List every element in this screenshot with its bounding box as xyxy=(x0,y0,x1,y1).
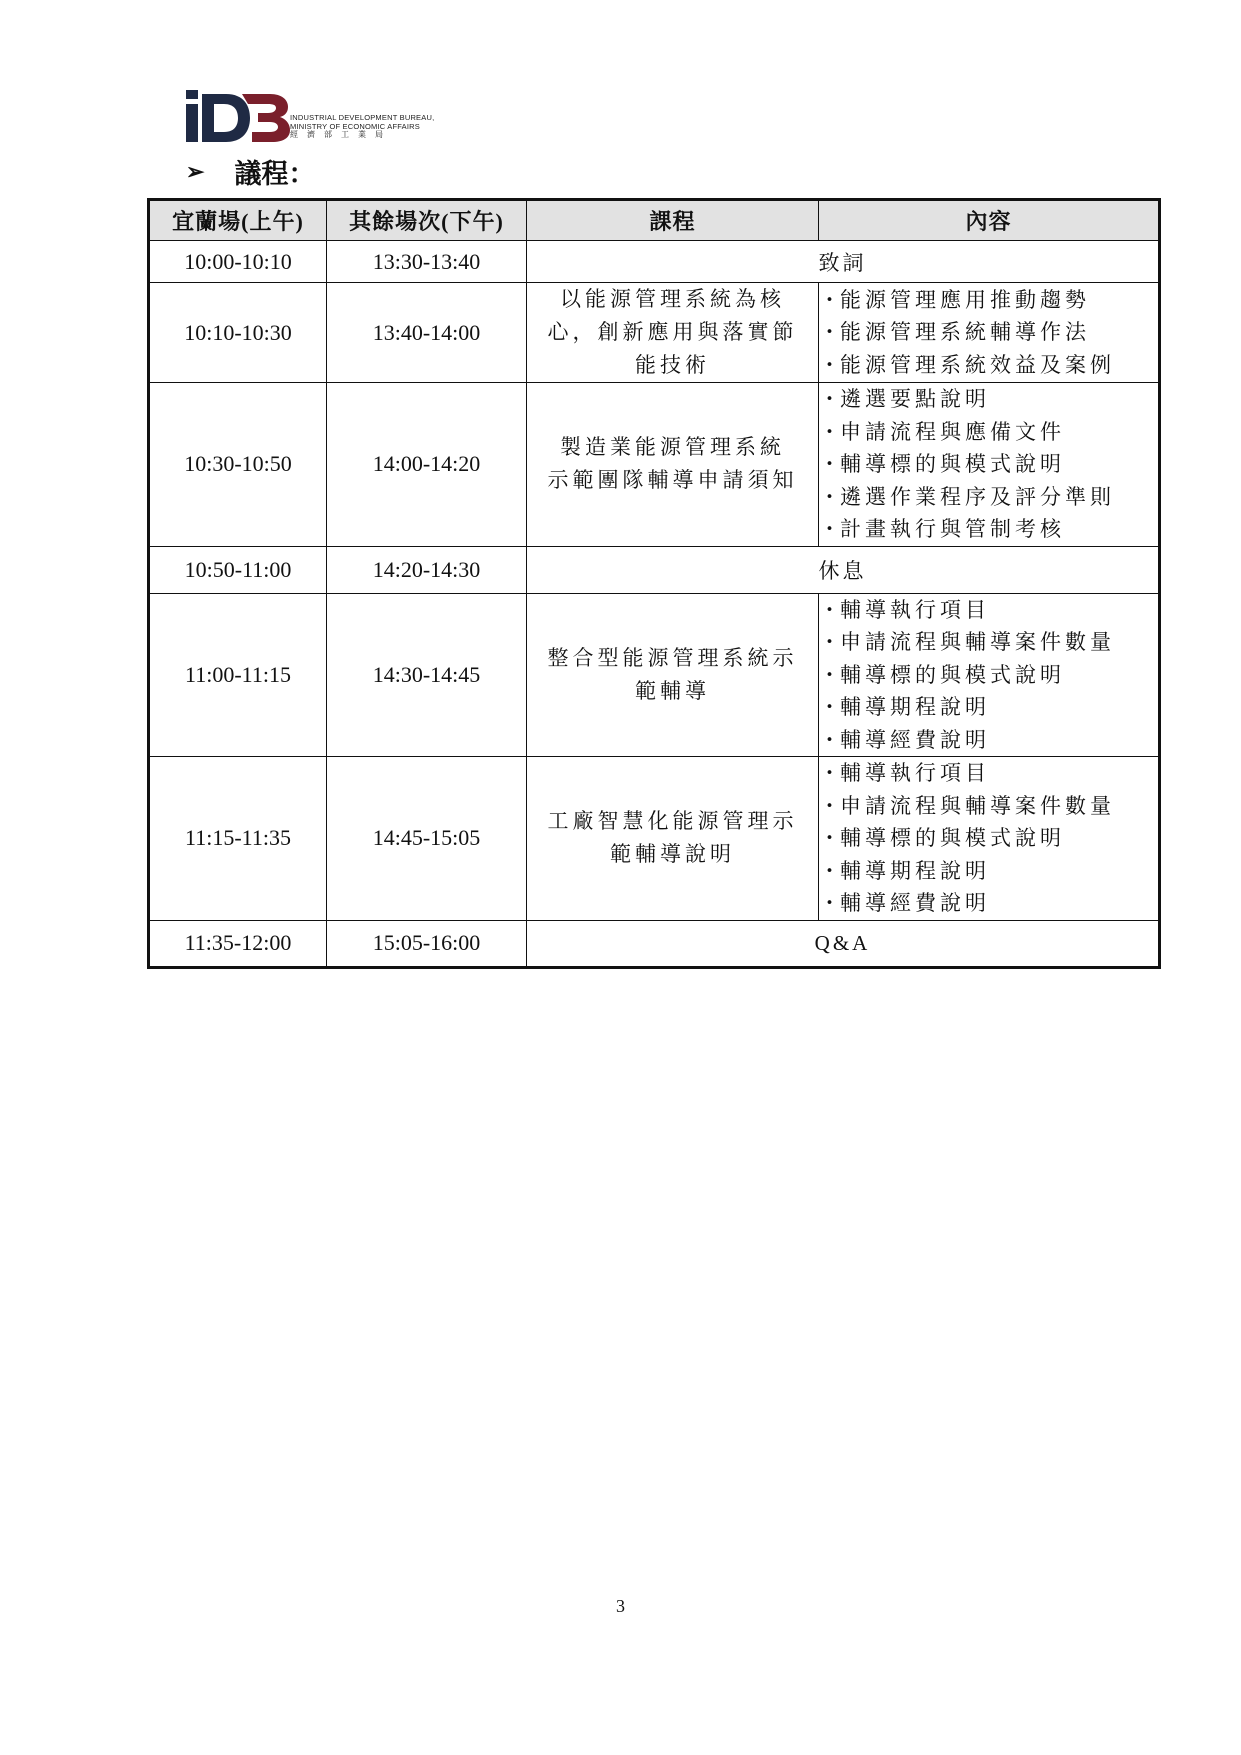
course-line: 示範團隊輔導申請須知 xyxy=(547,468,798,493)
idb-logo-mark xyxy=(186,88,296,148)
arrow-bullet-icon: ➢ xyxy=(186,158,205,184)
header-yilan-morning: 宜蘭場(上午) xyxy=(149,200,327,241)
list-item: ・ 輔導期程說明 xyxy=(819,691,1158,724)
logo-caption-line2: MINISTRY OF ECONOMIC AFFAIRS xyxy=(290,121,420,131)
course-line: 製造業能源管理系統 xyxy=(560,435,785,460)
list-item: ・ 遴選作業程序及評分準則 xyxy=(819,481,1158,514)
list-item: ・ 計畫執行與管制考核 xyxy=(819,513,1158,546)
list-item: ・ 能源管理系統輔導作法 xyxy=(819,316,1158,349)
course-title xyxy=(527,383,819,547)
table-row xyxy=(149,546,1160,593)
course-line: 範輔導說明 xyxy=(610,842,735,867)
session-label: Q&A xyxy=(527,920,1160,967)
course-line: 以能源管理系統為核 xyxy=(560,287,785,311)
table-row xyxy=(149,383,1160,547)
logo-caption-line1: INDUSTRIAL DEVELOPMENT BUREAU, xyxy=(290,113,435,122)
time-afternoon: 14:30-14:45 xyxy=(327,593,527,757)
session-label: 致詞 xyxy=(527,241,1160,283)
content-list xyxy=(819,593,1160,757)
time-morning: 11:00-11:15 xyxy=(149,593,327,757)
content-list xyxy=(819,383,1160,547)
time-afternoon: 13:30-13:40 xyxy=(327,241,527,283)
time-afternoon: 15:05-16:00 xyxy=(327,920,527,967)
time-morning: 10:10-10:30 xyxy=(149,283,327,383)
list-item: ・ 輔導經費說明 xyxy=(819,887,1158,920)
agenda-heading xyxy=(186,152,315,191)
time-morning: 11:35-12:00 xyxy=(149,920,327,967)
list-item: ・ 申請流程與應備文件 xyxy=(819,416,1158,449)
time-afternoon: 13:40-14:00 xyxy=(327,283,527,383)
page-number: 3 xyxy=(616,1596,625,1616)
list-item: ・ 輔導執行項目 xyxy=(819,757,1158,790)
table-row xyxy=(149,283,1160,383)
course-line: 工廠智慧化能源管理示 xyxy=(547,809,798,834)
content-list xyxy=(819,283,1160,383)
time-morning: 10:00-10:10 xyxy=(149,241,327,283)
list-item: ・ 輔導經費說明 xyxy=(819,724,1158,757)
time-afternoon: 14:45-15:05 xyxy=(327,757,527,921)
table-row xyxy=(149,920,1160,967)
agenda-table xyxy=(147,198,1161,969)
time-morning: 11:15-11:35 xyxy=(149,757,327,921)
course-title xyxy=(527,593,819,757)
logo-caption xyxy=(290,114,434,140)
table-row xyxy=(149,757,1160,921)
time-morning: 10:30-10:50 xyxy=(149,383,327,547)
list-item: ・ 能源管理系統效益及案例 xyxy=(819,349,1158,382)
header-content: 內容 xyxy=(819,200,1160,241)
time-afternoon: 14:20-14:30 xyxy=(327,546,527,593)
session-label: 休息 xyxy=(527,546,1160,593)
table-header-row xyxy=(149,200,1160,241)
list-item: ・ 輔導執行項目 xyxy=(819,594,1158,627)
header-other-afternoon: 其餘場次(下午) xyxy=(327,200,527,241)
list-item: ・ 輔導標的與模式說明 xyxy=(819,822,1158,855)
course-line: 能技術 xyxy=(635,353,710,377)
course-title xyxy=(527,283,819,383)
course-title xyxy=(527,757,819,921)
list-item: ・ 輔導期程說明 xyxy=(819,855,1158,888)
agenda-title: 議程： xyxy=(234,159,316,189)
header-course: 課程 xyxy=(527,200,819,241)
list-item: ・ 輔導標的與模式說明 xyxy=(819,448,1158,481)
list-item: ・ 申請流程與輔導案件數量 xyxy=(819,790,1158,823)
course-line: 範輔導 xyxy=(635,678,710,703)
list-item: ・ 申請流程與輔導案件數量 xyxy=(819,626,1158,659)
time-morning: 10:50-11:00 xyxy=(149,546,327,593)
course-line: 心，創新應用與落實節 xyxy=(547,320,798,344)
table-row xyxy=(149,593,1160,757)
time-afternoon: 14:00-14:20 xyxy=(327,383,527,547)
list-item: ・ 遴選要點說明 xyxy=(819,383,1158,416)
list-item: ・ 能源管理應用推動趨勢 xyxy=(819,284,1158,317)
list-item: ・ 輔導標的與模式說明 xyxy=(819,659,1158,692)
table-row xyxy=(149,241,1160,283)
course-line: 整合型能源管理系統示 xyxy=(547,645,798,670)
logo-caption-line3: 經濟部工業局 xyxy=(290,130,392,139)
content-list xyxy=(819,757,1160,921)
